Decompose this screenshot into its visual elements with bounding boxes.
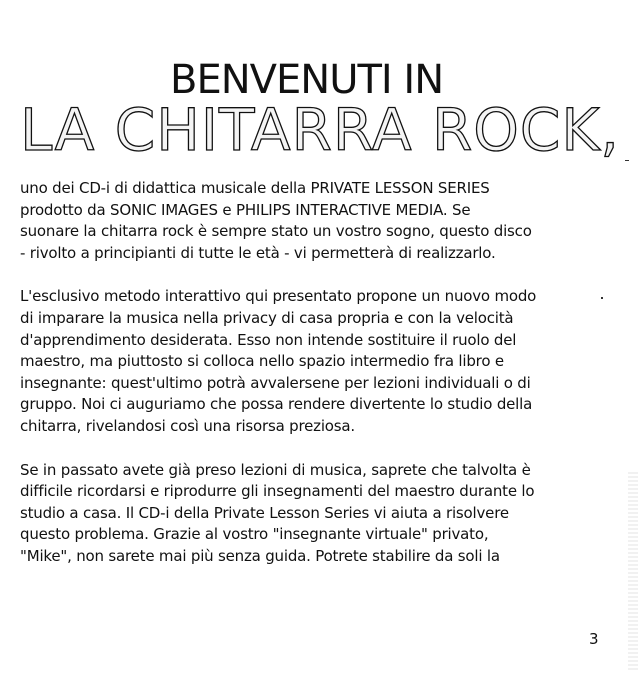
text-line: Se in passato avete già preso lezioni di musica, saprete che talvolta è xyxy=(20,460,531,479)
paragraph-2 xyxy=(20,286,620,437)
heading-line-2: LA CHITARRA ROCK, xyxy=(20,96,620,164)
text-line: gruppo. Noi ci auguriamo che possa rendere divertente lo studio della xyxy=(20,395,533,414)
page-number: 3 xyxy=(589,630,599,648)
text-line: suonare la chitarra rock è sempre stato un vostro sogno, questo disco xyxy=(20,222,532,241)
text-line: difficile ricordarsi e riprodurre gli insegnamenti del maestro durante lo xyxy=(20,482,535,501)
text-line: uno dei CD-i di didattica musicale della PRIVATE LESSON SERIES xyxy=(20,179,490,197)
text-line: di imparare la musica nella privacy di casa propria e con la velocità xyxy=(20,308,514,327)
paragraph-3 xyxy=(20,460,620,568)
text-line: d'apprendimento desiderata. Esso non intende sostituire il ruolo del xyxy=(20,330,517,349)
text-line: L'esclusivo metodo interattivo qui presentato propone un nuovo modo xyxy=(20,287,537,306)
text-line: insegnante: quest'ultimo potrà avvalersene per lezioni individuali o di xyxy=(20,373,531,392)
text-line: - rivolto a principianti di tutte le età - vi permetterà di realizzarlo. xyxy=(20,243,496,262)
heading-line-1: BENVENUTI IN xyxy=(170,57,444,103)
text-line: questo problema. Grazie al vostro "insegnante virtuale" privato, xyxy=(20,525,489,544)
scan-edge-texture xyxy=(628,470,638,670)
scan-speck xyxy=(601,297,603,299)
text-line: maestro, ma piuttosto si colloca nello spazio intermedio fra libro e xyxy=(20,352,504,371)
text-line: studio a casa. Il CD-i della Private Lesson Series vi aiuta a risolvere xyxy=(20,503,509,522)
paragraph-1 xyxy=(20,178,620,264)
text-line: prodotto da SONIC IMAGES e PHILIPS INTERACTIVE MEDIA. Se xyxy=(20,200,471,219)
scan-speck xyxy=(625,160,629,161)
body-text xyxy=(20,178,620,590)
text-line: chitarra, rivelandosi così una risorsa preziosa. xyxy=(20,416,355,435)
text-line: "Mike", non sarete mai più senza guida. Potrete stabilire da soli la xyxy=(20,546,500,565)
